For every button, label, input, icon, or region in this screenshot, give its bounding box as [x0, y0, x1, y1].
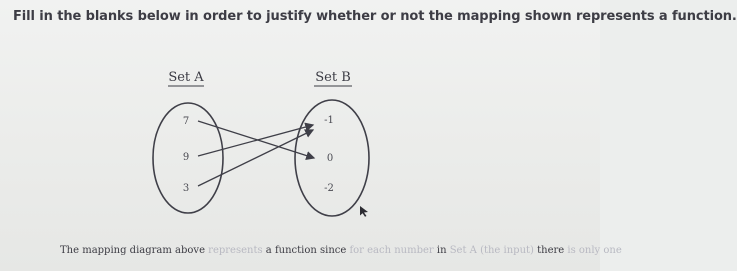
set-b-element-1: -1 — [324, 115, 334, 126]
sentence-part-7: there — [533, 245, 568, 256]
set-a-element-2: 9 — [182, 152, 190, 163]
set-a-element-3: 3 — [182, 183, 190, 194]
blank-is-only-one[interactable]: is only one — [567, 245, 622, 256]
blank-represents[interactable]: represents — [208, 245, 263, 256]
blank-for-each-number[interactable]: for each number — [349, 245, 434, 256]
sentence-part-5: in — [433, 245, 450, 256]
set-b-element-2: 0 — [326, 153, 334, 164]
set-b-element-3: -2 — [324, 183, 334, 194]
mouse-cursor-icon — [360, 206, 368, 217]
set-a-element-1: 7 — [182, 116, 190, 127]
sentence-part-3: a function since — [262, 245, 350, 256]
set-a-label: Set A — [168, 70, 204, 85]
instruction-text: Fill in the blanks below in order to justify whether or not the mapping shown represents a function. — [13, 9, 737, 24]
justification-sentence — [60, 245, 622, 256]
set-b-label: Set B — [315, 70, 351, 85]
blank-set-a-input[interactable]: Set A (the input) — [449, 245, 534, 256]
sentence-part-1: The mapping diagram above — [60, 245, 209, 256]
